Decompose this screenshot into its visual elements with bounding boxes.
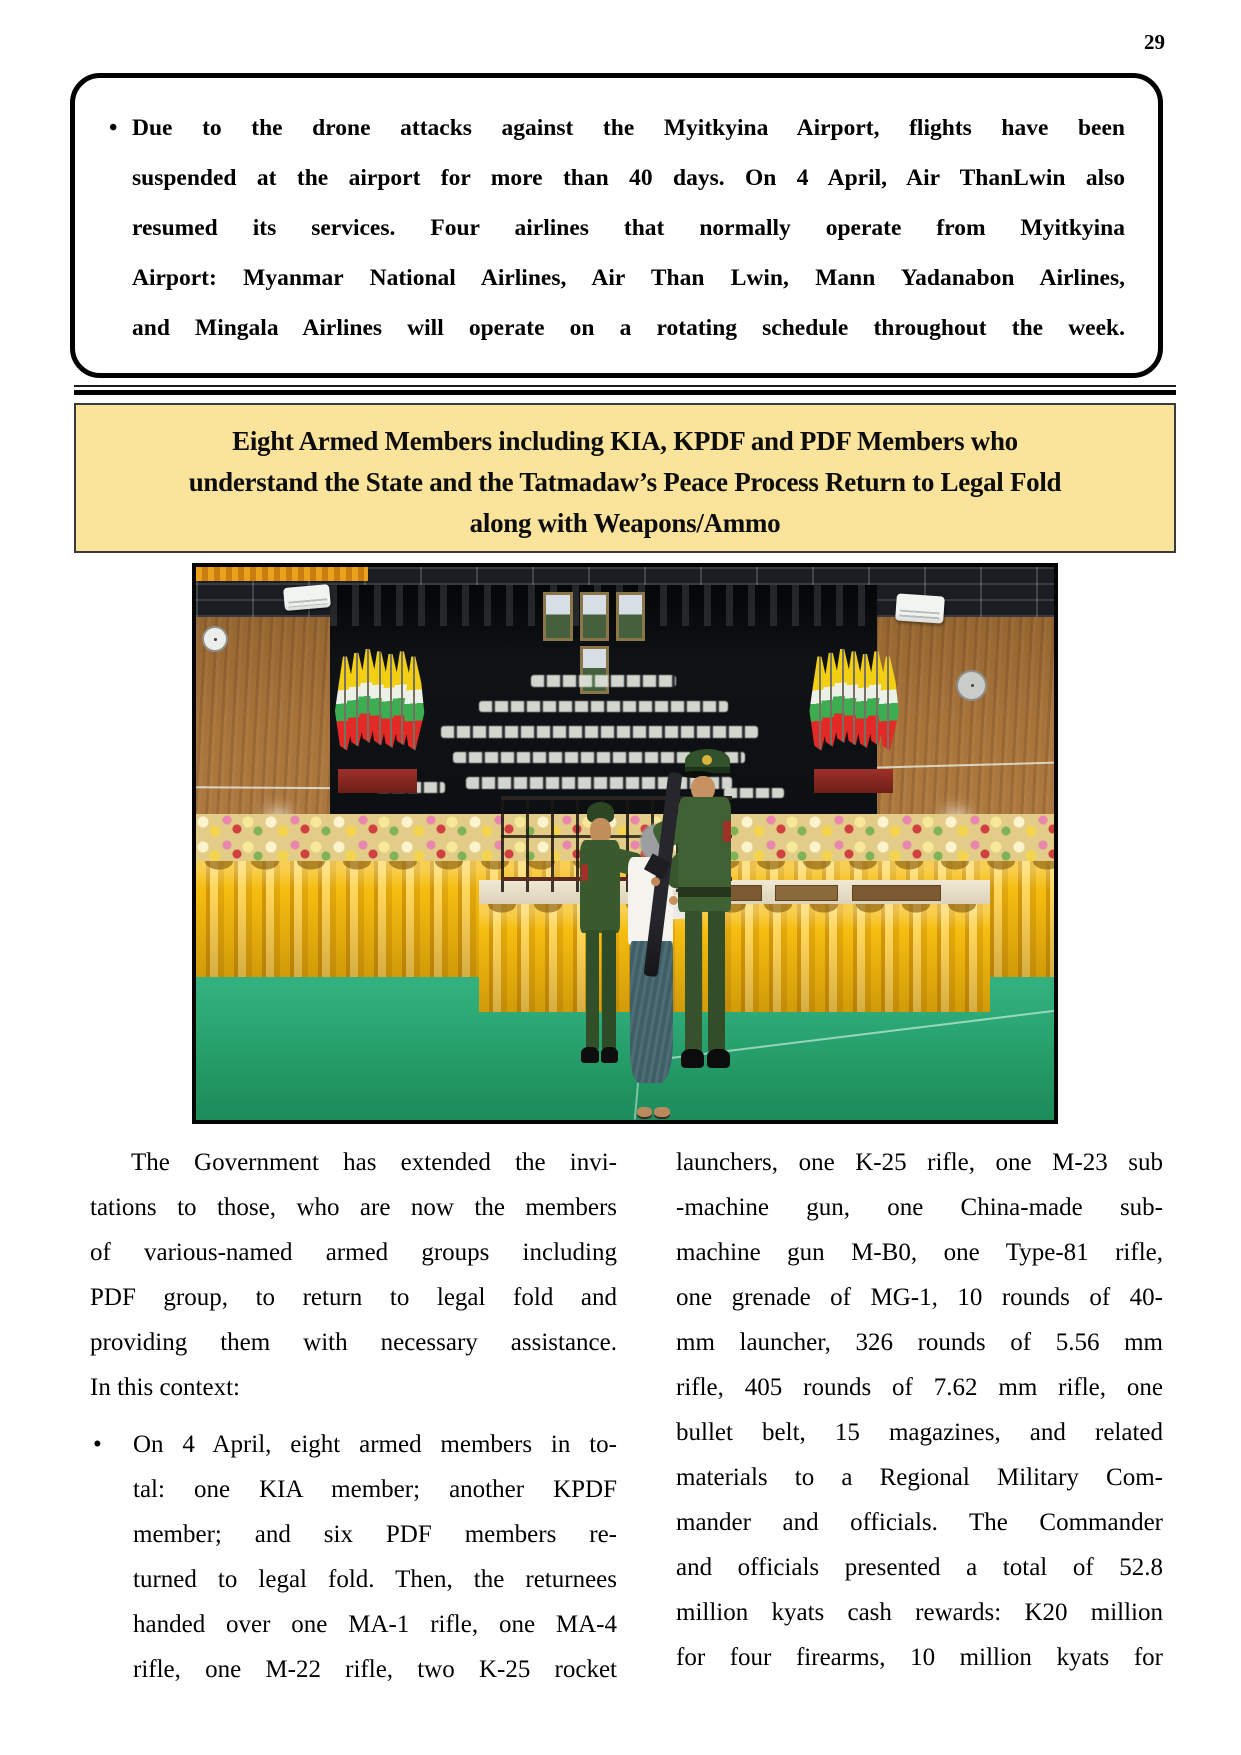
- divider-thick-line: [74, 390, 1176, 395]
- headline-banner: [74, 403, 1176, 553]
- flag-group-left: [332, 649, 425, 776]
- text-line: tal: one KIA member; another KPDF: [133, 1476, 617, 1503]
- wall-clock-icon: [202, 626, 228, 653]
- text-line: PDF group, to return to legal fold and: [90, 1284, 617, 1311]
- section-divider: [74, 385, 1176, 395]
- text-line: and Mingala Airlines will operate on a rotating schedule throughout the week.: [132, 315, 1125, 341]
- commander-leg: [685, 911, 702, 1052]
- article-right-column: [676, 1140, 1163, 1680]
- burmese-banner-text-line: [531, 675, 677, 687]
- notice-text: [132, 103, 1125, 353]
- soldier-leg: [602, 930, 616, 1048]
- hand-on-rifle: [669, 896, 678, 905]
- wall-clock-icon: [956, 670, 987, 701]
- text-line: On 4 April, eight armed members in to-: [133, 1431, 617, 1458]
- sandal: [637, 1107, 652, 1117]
- text-line: Eight Armed Members including KIA, KPDF and PDF Members who: [232, 426, 1018, 456]
- bullet-marker: •: [93, 1431, 102, 1458]
- text-line: mander and officials. The Commander: [676, 1509, 1163, 1536]
- text-line: handed over one MA-1 rifle, one MA-4: [133, 1611, 617, 1638]
- divider-thin-line: [74, 385, 1176, 387]
- text-line: rifle, one M-22 rifle, two K-25 rocket: [133, 1656, 617, 1683]
- text-line: suspended at the airport for more than 40 days. On 4 April, Air ThanLwin also: [132, 165, 1125, 191]
- displayed-weapons-items: [852, 885, 941, 902]
- uniform-belt: [678, 887, 731, 897]
- text-line: In this context:: [90, 1374, 240, 1401]
- burmese-banner-text-line: [441, 726, 758, 738]
- flag-stand-base: [338, 769, 417, 792]
- bullet-marker: •: [109, 115, 118, 141]
- text-line: tations to those, who are now the members: [90, 1194, 617, 1221]
- notice-box: [70, 73, 1163, 378]
- text-line: of various-named armed groups including: [90, 1239, 617, 1266]
- text-line: along with Weapons/Ammo: [469, 508, 781, 538]
- soldier-boot: [581, 1047, 599, 1063]
- intro-paragraph: [90, 1140, 617, 1410]
- bullet-paragraph: [90, 1422, 617, 1692]
- continued-paragraph: [676, 1140, 1163, 1680]
- curtain-strip: [196, 567, 368, 581]
- text-line: materials to a Regional Military Com-: [676, 1464, 1163, 1491]
- text-line: and officials presented a total of 52.8: [676, 1554, 1163, 1581]
- text-line: providing them with necessary assistance.: [90, 1329, 617, 1356]
- text-line: Airport: Myanmar National Airlines, Air Than Lwin, Mann Yadanabon Airlines,: [132, 265, 1125, 291]
- sandal: [654, 1107, 669, 1117]
- text-line: understand the State and the Tatmadaw’s Peace Process Return to Legal Fold: [188, 467, 1062, 497]
- text-line: Due to the drone attacks against the Myitkyina Airport, flights have been: [132, 115, 1125, 141]
- text-line: rifle, 405 rounds of 7.62 mm rifle, one: [676, 1374, 1163, 1401]
- commander-leg: [708, 911, 725, 1052]
- text-line: -machine gun, one China-made sub-: [676, 1194, 1163, 1221]
- text-line: resumed its services. Four airlines that normally operate from Myitkyina: [132, 215, 1125, 241]
- text-line: one grenade of MG-1, 10 rounds of 40-: [676, 1284, 1163, 1311]
- commander-figure: [670, 749, 756, 1092]
- air-conditioner-icon: [895, 593, 945, 623]
- commander-boot: [707, 1049, 730, 1068]
- soldier-leg: [586, 930, 600, 1048]
- text-line: launchers, one K-25 rifle, one M-23 sub: [676, 1149, 1163, 1176]
- text-line: mm launcher, 326 rounds of 5.56 mm: [676, 1329, 1163, 1356]
- shoulder-patch: [581, 864, 588, 881]
- portrait-frame: [616, 592, 645, 641]
- portrait-frame: [580, 592, 609, 641]
- text-line: bullet belt, 15 magazines, and related: [676, 1419, 1163, 1446]
- text-line: for four firearms, 10 million kyats for: [676, 1644, 1163, 1671]
- text-line: machine gun M-B0, one Type-81 rifle,: [676, 1239, 1163, 1266]
- air-conditioner-icon: [283, 584, 331, 611]
- commander-boot: [681, 1049, 704, 1068]
- shoulder-patch: [723, 821, 732, 842]
- displayed-weapons-items: [775, 885, 838, 902]
- bullet-paragraph-text: [133, 1422, 617, 1692]
- text-line: million kyats cash rewards: K20 million: [676, 1599, 1163, 1626]
- text-line: member; and six PDF members re-: [133, 1521, 617, 1548]
- page-number: 29: [1144, 30, 1165, 54]
- flag-group-right: [807, 649, 900, 776]
- burmese-banner-text-line: [479, 701, 728, 713]
- article-left-column: [90, 1140, 617, 1692]
- portrait-frame: [543, 592, 572, 641]
- ceremony-photo: [192, 563, 1058, 1124]
- text-line: turned to legal fold. Then, the returnees: [133, 1566, 617, 1593]
- text-line: The Government has extended the invi-: [131, 1149, 617, 1176]
- flag-stand-base: [814, 769, 893, 792]
